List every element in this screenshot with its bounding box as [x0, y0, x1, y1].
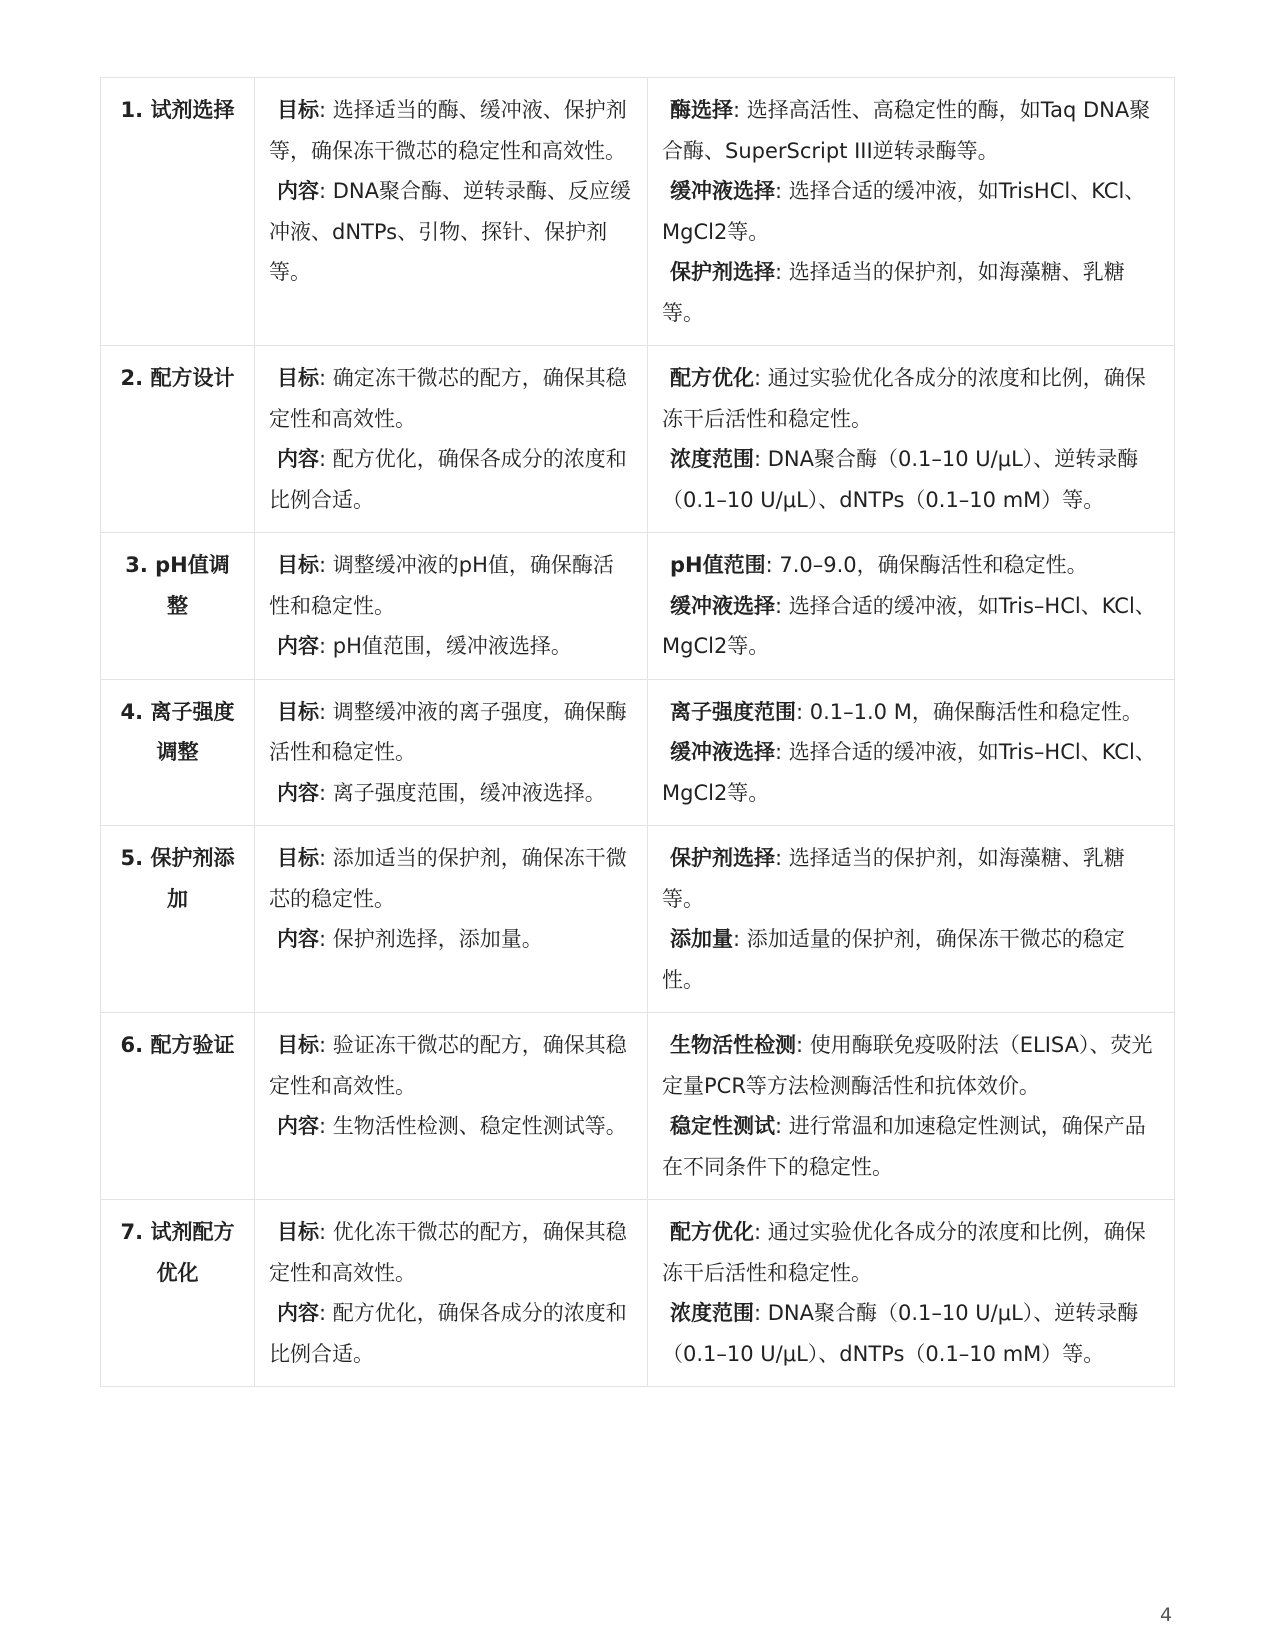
cell-paragraph — [662, 358, 1160, 439]
step-title-cell: 7. 试剂配方优化 — [101, 1200, 255, 1387]
cell-paragraph — [662, 919, 1160, 1000]
detail-cell — [648, 78, 1175, 346]
paragraph-label: 目标 — [277, 699, 319, 724]
paragraph-text: : pH值范围，缓冲液选择。 — [319, 634, 572, 658]
paragraph-label: 缓冲液选择 — [670, 179, 775, 203]
paragraph-label: 保护剂选择 — [670, 260, 775, 284]
paragraph-label: 目标 — [277, 553, 319, 577]
paragraph-label: 目标 — [277, 1220, 319, 1244]
paragraph-text: : 优化冻干微芯的配方，确保其稳定性和高效性。 — [269, 1220, 627, 1285]
goal-content-cell — [255, 78, 648, 346]
paragraph-text: : 选择合适的缓冲液，如Tris–HCl、KCl、MgCl2等。 — [662, 593, 1156, 658]
paragraph-label: 内容 — [277, 179, 319, 203]
paragraph-text: : 配方优化，确保各成分的浓度和比例合适。 — [269, 1301, 627, 1366]
cell-paragraph — [662, 1212, 1160, 1293]
step-title-cell: 6. 配方验证 — [101, 1013, 255, 1200]
paragraph-text: : 使用酶联免疫吸附法（ELISA）、荧光定量PCR等方法检测酶活性和抗体效价。 — [662, 1033, 1153, 1098]
paragraph-text: : 调整缓冲液的离子强度，确保酶活性和稳定性。 — [269, 699, 627, 764]
paragraph-label: 内容 — [277, 634, 319, 658]
cell-paragraph — [269, 171, 633, 293]
paragraph-label: 稳定性测试 — [670, 1114, 775, 1138]
paragraph-text: : 进行常温和加速稳定性测试，确保产品在不同条件下的稳定性。 — [662, 1114, 1146, 1179]
cell-paragraph — [662, 1293, 1160, 1374]
cell-paragraph — [662, 838, 1160, 919]
paragraph-label: 目标 — [277, 366, 319, 390]
paragraph-label: 浓度范围 — [670, 1301, 754, 1325]
table-row — [101, 78, 1175, 346]
table-row — [101, 533, 1175, 680]
cell-paragraph — [269, 1212, 633, 1293]
cell-paragraph — [662, 1106, 1160, 1187]
paragraph-label: 目标 — [277, 98, 319, 122]
goal-content-cell — [255, 533, 648, 680]
cell-paragraph — [662, 439, 1160, 520]
goal-content-cell — [255, 346, 648, 533]
paragraph-label: 内容 — [277, 1301, 319, 1325]
detail-cell — [648, 1013, 1175, 1200]
cell-paragraph — [269, 90, 633, 171]
paragraph-text: : 添加适当的保护剂，确保冻干微芯的稳定性。 — [269, 846, 627, 911]
cell-paragraph — [662, 252, 1160, 333]
table-row — [101, 826, 1175, 1013]
detail-cell — [648, 533, 1175, 680]
paragraph-text: : 验证冻干微芯的配方，确保其稳定性和高效性。 — [269, 1033, 627, 1098]
step-title-cell: 3. pH值调整 — [101, 533, 255, 680]
cell-paragraph — [269, 439, 633, 520]
paragraph-label: 内容 — [277, 1114, 319, 1138]
detail-cell — [648, 346, 1175, 533]
paragraph-label: 配方优化 — [670, 366, 754, 390]
detail-cell — [648, 1200, 1175, 1387]
cell-paragraph — [662, 1025, 1160, 1106]
table-row — [101, 1200, 1175, 1387]
table-row — [101, 679, 1175, 826]
paragraph-text: : 选择适当的保护剂，如海藻糖、乳糖等。 — [662, 260, 1125, 325]
paragraph-label: 离子强度范围 — [670, 699, 796, 724]
paragraph-label: 添加量 — [670, 927, 733, 951]
table-row — [101, 346, 1175, 533]
paragraph-text: : 通过实验优化各成分的浓度和比例，确保冻干后活性和稳定性。 — [662, 366, 1146, 431]
page-number: 4 — [1160, 1604, 1173, 1626]
table-row — [101, 1013, 1175, 1200]
cell-paragraph — [269, 773, 633, 814]
cell-paragraph — [269, 1025, 633, 1106]
paragraph-label: pH值范围 — [670, 553, 766, 577]
paragraph-label: 浓度范围 — [670, 447, 754, 471]
paragraph-text: : 离子强度范围，缓冲液选择。 — [319, 780, 606, 805]
goal-content-cell — [255, 1013, 648, 1200]
cell-paragraph — [269, 838, 633, 919]
step-title-cell: 2. 配方设计 — [101, 346, 255, 533]
paragraph-text: : 0.1–1.0 M，确保酶活性和稳定性。 — [796, 699, 1143, 724]
paragraph-label: 目标 — [277, 846, 319, 870]
paragraph-text: : 调整缓冲液的pH值，确保酶活性和稳定性。 — [269, 553, 614, 618]
paragraph-text: : 选择合适的缓冲液，如TrisHCl、KCl、MgCl2等。 — [662, 179, 1146, 244]
cell-paragraph — [269, 919, 633, 960]
paragraph-text: : 选择适当的酶、缓冲液、保护剂等，确保冻干微芯的稳定性和高效性。 — [269, 98, 627, 163]
paragraph-text: : 确定冻干微芯的配方，确保其稳定性和高效性。 — [269, 366, 627, 431]
paragraph-label: 目标 — [277, 1033, 319, 1057]
paragraph-text: : 7.0–9.0，确保酶活性和稳定性。 — [765, 553, 1088, 577]
cell-paragraph — [269, 1106, 633, 1147]
paragraph-label: 内容 — [277, 447, 319, 471]
paragraph-text: : 选择适当的保护剂，如海藻糖、乳糖等。 — [662, 846, 1125, 911]
paragraph-label: 缓冲液选择 — [670, 593, 775, 618]
paragraph-label: 内容 — [277, 927, 319, 951]
formulation-table — [100, 77, 1175, 1387]
paragraph-label: 生物活性检测 — [670, 1033, 796, 1057]
paragraph-text: : 添加适量的保护剂，确保冻干微芯的稳定性。 — [662, 927, 1125, 992]
cell-paragraph — [662, 692, 1160, 733]
paragraph-text: : 生物活性检测、稳定性测试等。 — [319, 1114, 627, 1138]
paragraph-text: : DNA聚合酶、逆转录酶、反应缓冲液、dNTPs、引物、探针、保护剂等。 — [269, 179, 631, 284]
step-title-cell: 4. 离子强度调整 — [101, 679, 255, 826]
cell-paragraph — [662, 171, 1160, 252]
detail-cell — [648, 679, 1175, 826]
goal-content-cell — [255, 1200, 648, 1387]
cell-paragraph — [662, 90, 1160, 171]
table-body — [101, 78, 1175, 1387]
paragraph-text: : DNA聚合酶（0.1–10 U/μL）、逆转录酶（0.1–10 U/μL）、dNTPs（0.1–10 mM）等。 — [662, 1301, 1139, 1366]
cell-paragraph — [662, 586, 1160, 667]
paragraph-text: : 选择高活性、高稳定性的酶，如Taq DNA聚合酶、SuperScript III逆转录酶等。 — [662, 98, 1151, 163]
cell-paragraph — [269, 358, 633, 439]
goal-content-cell — [255, 679, 648, 826]
cell-paragraph — [269, 1293, 633, 1374]
paragraph-text: : 配方优化，确保各成分的浓度和比例合适。 — [269, 447, 627, 512]
goal-content-cell — [255, 826, 648, 1013]
paragraph-label: 缓冲液选择 — [670, 740, 775, 764]
cell-paragraph — [269, 692, 633, 773]
paragraph-label: 内容 — [277, 780, 319, 805]
cell-paragraph — [662, 732, 1160, 813]
detail-cell — [648, 826, 1175, 1013]
cell-paragraph — [269, 545, 633, 626]
paragraph-text: : 保护剂选择，添加量。 — [319, 927, 543, 951]
paragraph-label: 保护剂选择 — [670, 846, 775, 870]
cell-paragraph — [662, 545, 1160, 586]
paragraph-text: : DNA聚合酶（0.1–10 U/μL）、逆转录酶（0.1–10 U/μL）、dNTPs（0.1–10 mM）等。 — [662, 447, 1139, 512]
paragraph-label: 配方优化 — [670, 1220, 754, 1244]
step-title-cell: 1. 试剂选择 — [101, 78, 255, 346]
cell-paragraph — [269, 626, 633, 667]
paragraph-label: 酶选择 — [670, 98, 733, 122]
paragraph-text: : 选择合适的缓冲液，如Tris–HCl、KCl、MgCl2等。 — [662, 740, 1156, 805]
step-title-cell: 5. 保护剂添加 — [101, 826, 255, 1013]
paragraph-text: : 通过实验优化各成分的浓度和比例，确保冻干后活性和稳定性。 — [662, 1220, 1146, 1285]
